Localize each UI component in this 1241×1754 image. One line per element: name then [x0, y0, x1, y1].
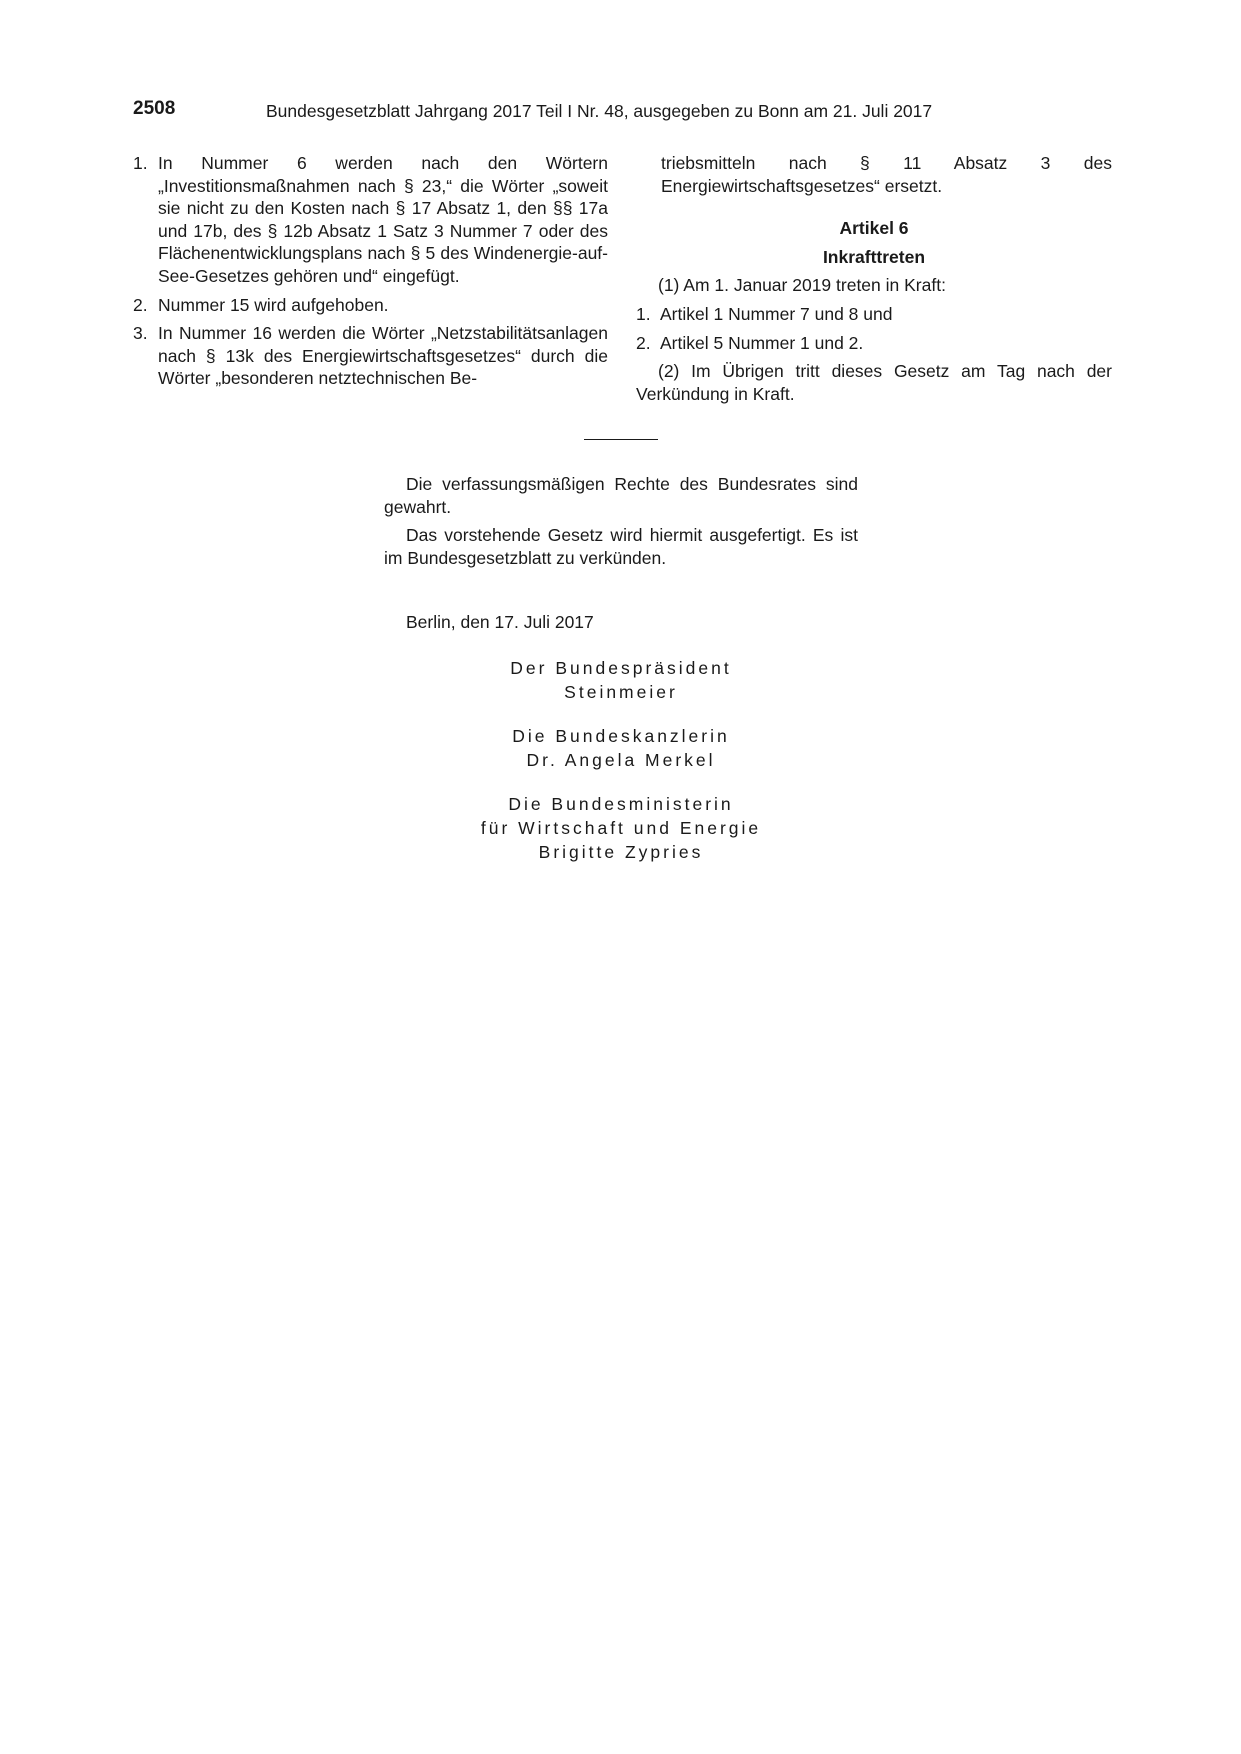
- section-divider: [584, 439, 658, 440]
- execution-statement: Das vorstehende Gesetz wird hiermit ausgefertigt. Es ist im Bundesgesetzblatt zu verkünden.: [384, 525, 858, 568]
- list-item-text: In Nummer 16 werden die Wörter „Netzstabilitätsanlagen nach § 13k des Energiewirtschaftsgesetzes“ durch die Wörter „besonderen netztechnischen Be-: [158, 323, 608, 389]
- signatory-name: Dr. Angela Merkel: [526, 750, 716, 770]
- left-column: [133, 152, 608, 396]
- signatory-office: Die Bundeskanzlerin: [512, 726, 730, 746]
- signatory-name: Brigitte Zypries: [538, 842, 704, 862]
- list-item-continuation: triebsmitteln nach § 11 Absatz 3 des Energiewirtschaftsgesetzes“ ersetzt.: [661, 153, 1112, 196]
- closing-statements: [384, 473, 858, 575]
- signature-block-chancellor: [384, 724, 858, 772]
- signatory-office: Die Bundesministerin: [508, 794, 734, 814]
- paragraph-2: (2) Im Übrigen tritt dieses Gesetz am Tag nach der Verkündung in Kraft.: [636, 361, 1112, 404]
- list-item-number: 3.: [133, 323, 148, 344]
- article-number: Artikel 6: [839, 218, 909, 239]
- list-item-text: Artikel 1 Nummer 7 und 8 und: [660, 303, 893, 324]
- list-item: [133, 294, 608, 317]
- signatory-office: Der Bundespräsident: [510, 658, 732, 678]
- list-item: [636, 332, 1112, 355]
- list-item-number: 1.: [133, 153, 148, 173]
- page-number: 2508: [133, 98, 176, 119]
- article-title: Inkrafttreten: [822, 246, 926, 267]
- list-item: [636, 303, 1112, 326]
- paragraph-1-intro: (1) Am 1. Januar 2019 treten in Kraft:: [658, 275, 946, 296]
- right-column: [636, 152, 1112, 411]
- signatory-name: Steinmeier: [564, 682, 678, 702]
- list-item-number: 2.: [636, 332, 651, 353]
- list-item-text: Artikel 5 Nummer 1 und 2.: [660, 332, 864, 353]
- signatory-office-line2: für Wirtschaft und Energie: [480, 818, 762, 838]
- list-item-text: Nummer 15 wird aufgehoben.: [158, 294, 389, 315]
- list-item-number: 1.: [636, 303, 651, 324]
- signature-block-president: [384, 656, 858, 704]
- running-head: Bundesgesetzblatt Jahrgang 2017 Teil I Nr. 48, ausgegeben zu Bonn am 21. Juli 2017: [266, 101, 933, 121]
- list-item: [133, 322, 608, 390]
- list-item: [133, 152, 608, 288]
- signature-blocks: [384, 656, 858, 884]
- rights-statement: Die verfassungsmäßigen Rechte des Bundesrates sind gewahrt.: [384, 474, 858, 517]
- list-item-text: In Nummer 6 werden nach den Wörtern „Investitionsmaßnahmen nach § 23,“ die Wörter „soweit sie nicht zu den Kosten nach § 17 Absatz 1, den §§ 17a und 17b, des § 12b Absatz 1 Satz 3 Nummer 7 oder des Flächenentwicklungsplans nach § 5 des Windenergie-auf-See-Gesetzes gehören und“ eingefügt.: [158, 153, 608, 286]
- list-item-number: 2.: [133, 294, 148, 315]
- signature-block-minister: [384, 792, 858, 864]
- place-date: Berlin, den 17. Juli 2017: [406, 612, 594, 632]
